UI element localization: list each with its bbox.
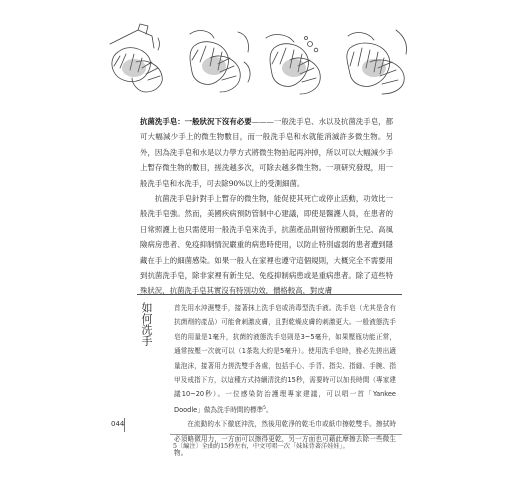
illustration-panel-faucet-hands xyxy=(110,24,162,92)
sidebar-paragraph-1: 首先用水沖濕雙手，接著抹上洗手皂或消毒型洗手液。洗手皂（尤其是含有抗菌劑的產品）可能會刺激皮膚，且對乾燥皮膚的刺激更大。一般液態洗手皂的用量是1毫升，抗菌的液態洗手皂則是3~5毫升，如果壓瓶功能正常，通常按壓一次就可以（1茶匙大約是5毫升）。使用洗手皂時，務必先搓出適量泡沫，接著用力搓洗雙手各處，包括手心、手背、指尖、指縫、手腕、指甲及戒指下方，以這種方式持續清洗約15秒，需要時可以加長時間（專家建議10~20秒）。一位感染防治護理專家建議，可以唱一首「Yankee Doodle」做為洗手時間的標準$^5$。 xyxy=(174,304,396,415)
sidebar-title-text: 如何洗手 xyxy=(140,302,153,346)
body-paragraph-1 xyxy=(140,114,393,191)
sidebar-paragraph-1-text: 首先用水沖濕雙手，接著抹上洗手皂或消毒型洗手液。洗手皂（尤其是含有抗菌劑的產品）可能會刺激皮膚，且對乾燥皮膚的刺激更大。一般液態洗手皂的用量是1毫升，抗菌的液態洗手皂則是3~5毫升，如果壓瓶功能正常，通常按壓一次就可以（1茶匙大約是5毫升）。使用洗手皂時，務必先搓出適量泡沫，接著用力搓洗雙手各處，包括手心、手背、指尖、指縫、手腕、指甲及戒指下方，以這種方式持續清洗約15秒，需要時可以加長時間（專家建議10~20秒）。一位感染防治護理專家建議，可以唱一首「Yankee Doodle」做為洗手時間的標準 xyxy=(174,304,396,415)
sidebar-body xyxy=(174,301,396,461)
section-heading: 抗菌洗手皂：一般狀況下沒有必要 xyxy=(140,117,252,126)
main-body-text xyxy=(140,114,393,299)
sidebar-paragraph-2: 在流動的水下徹底沖洗，然後用乾淨的乾毛巾或紙巾擦乾雙手。擦拭時必須略微用力，一方面可以擦得更乾，另一方面也可藉此摩擦去除一些微生物。 xyxy=(174,420,396,458)
footnote: 5〔編注〕全曲約15秒左右，中文可唱一次「妹妹背著洋娃娃」。 xyxy=(173,443,349,450)
hand-washing-illustration xyxy=(108,22,412,96)
body-paragraph-2: 抗菌洗手皂針對手上暫存的微生物，能促使其死亡或停止活動，功效比一般洗手皂強。然而，美國疾病預防管制中心建議，即使是醫護人員，在患者的日常照護上也只需使用一般洗手皂來洗手，抗菌產品則留待照顧新生兒、高風險病房患者、免疫抑制情況嚴重的病患時使用，以防止特別虛弱的患者遭到隱藏在手上的細菌感染。如果一般人在家裡也遵守這個規則，大概完全不需要用到抗菌洗手皂，除非家裡有新生兒、免疫抑制病患或是重病患者。除了這些特殊狀況，抗菌洗手皂其實沒有特別功效，價格較高，對皮膚 xyxy=(140,194,393,296)
body-paragraph-1-text: ———一般洗手皂、水以及抗菌洗手皂，都可大幅減少手上的微生物數目，而一般洗手皂和水就能消滅許多微生物。另外，因為洗手皂和水是以力學方式將微生物拍起再沖掉，所以可以大幅減少手上暫存微生物的數目，搓洗越多次，可除去越多微生物。一項研究發現，用一般洗手皂和水洗手，可去除90%以上的受測細菌。 xyxy=(140,117,393,188)
page-number: 044 xyxy=(111,420,125,428)
page-number-divider xyxy=(124,418,125,432)
footnote-marker: 5 xyxy=(263,405,267,411)
footnote-rule xyxy=(170,434,402,435)
sidebar-title xyxy=(140,302,158,346)
sidebar-top-rule xyxy=(137,294,402,295)
